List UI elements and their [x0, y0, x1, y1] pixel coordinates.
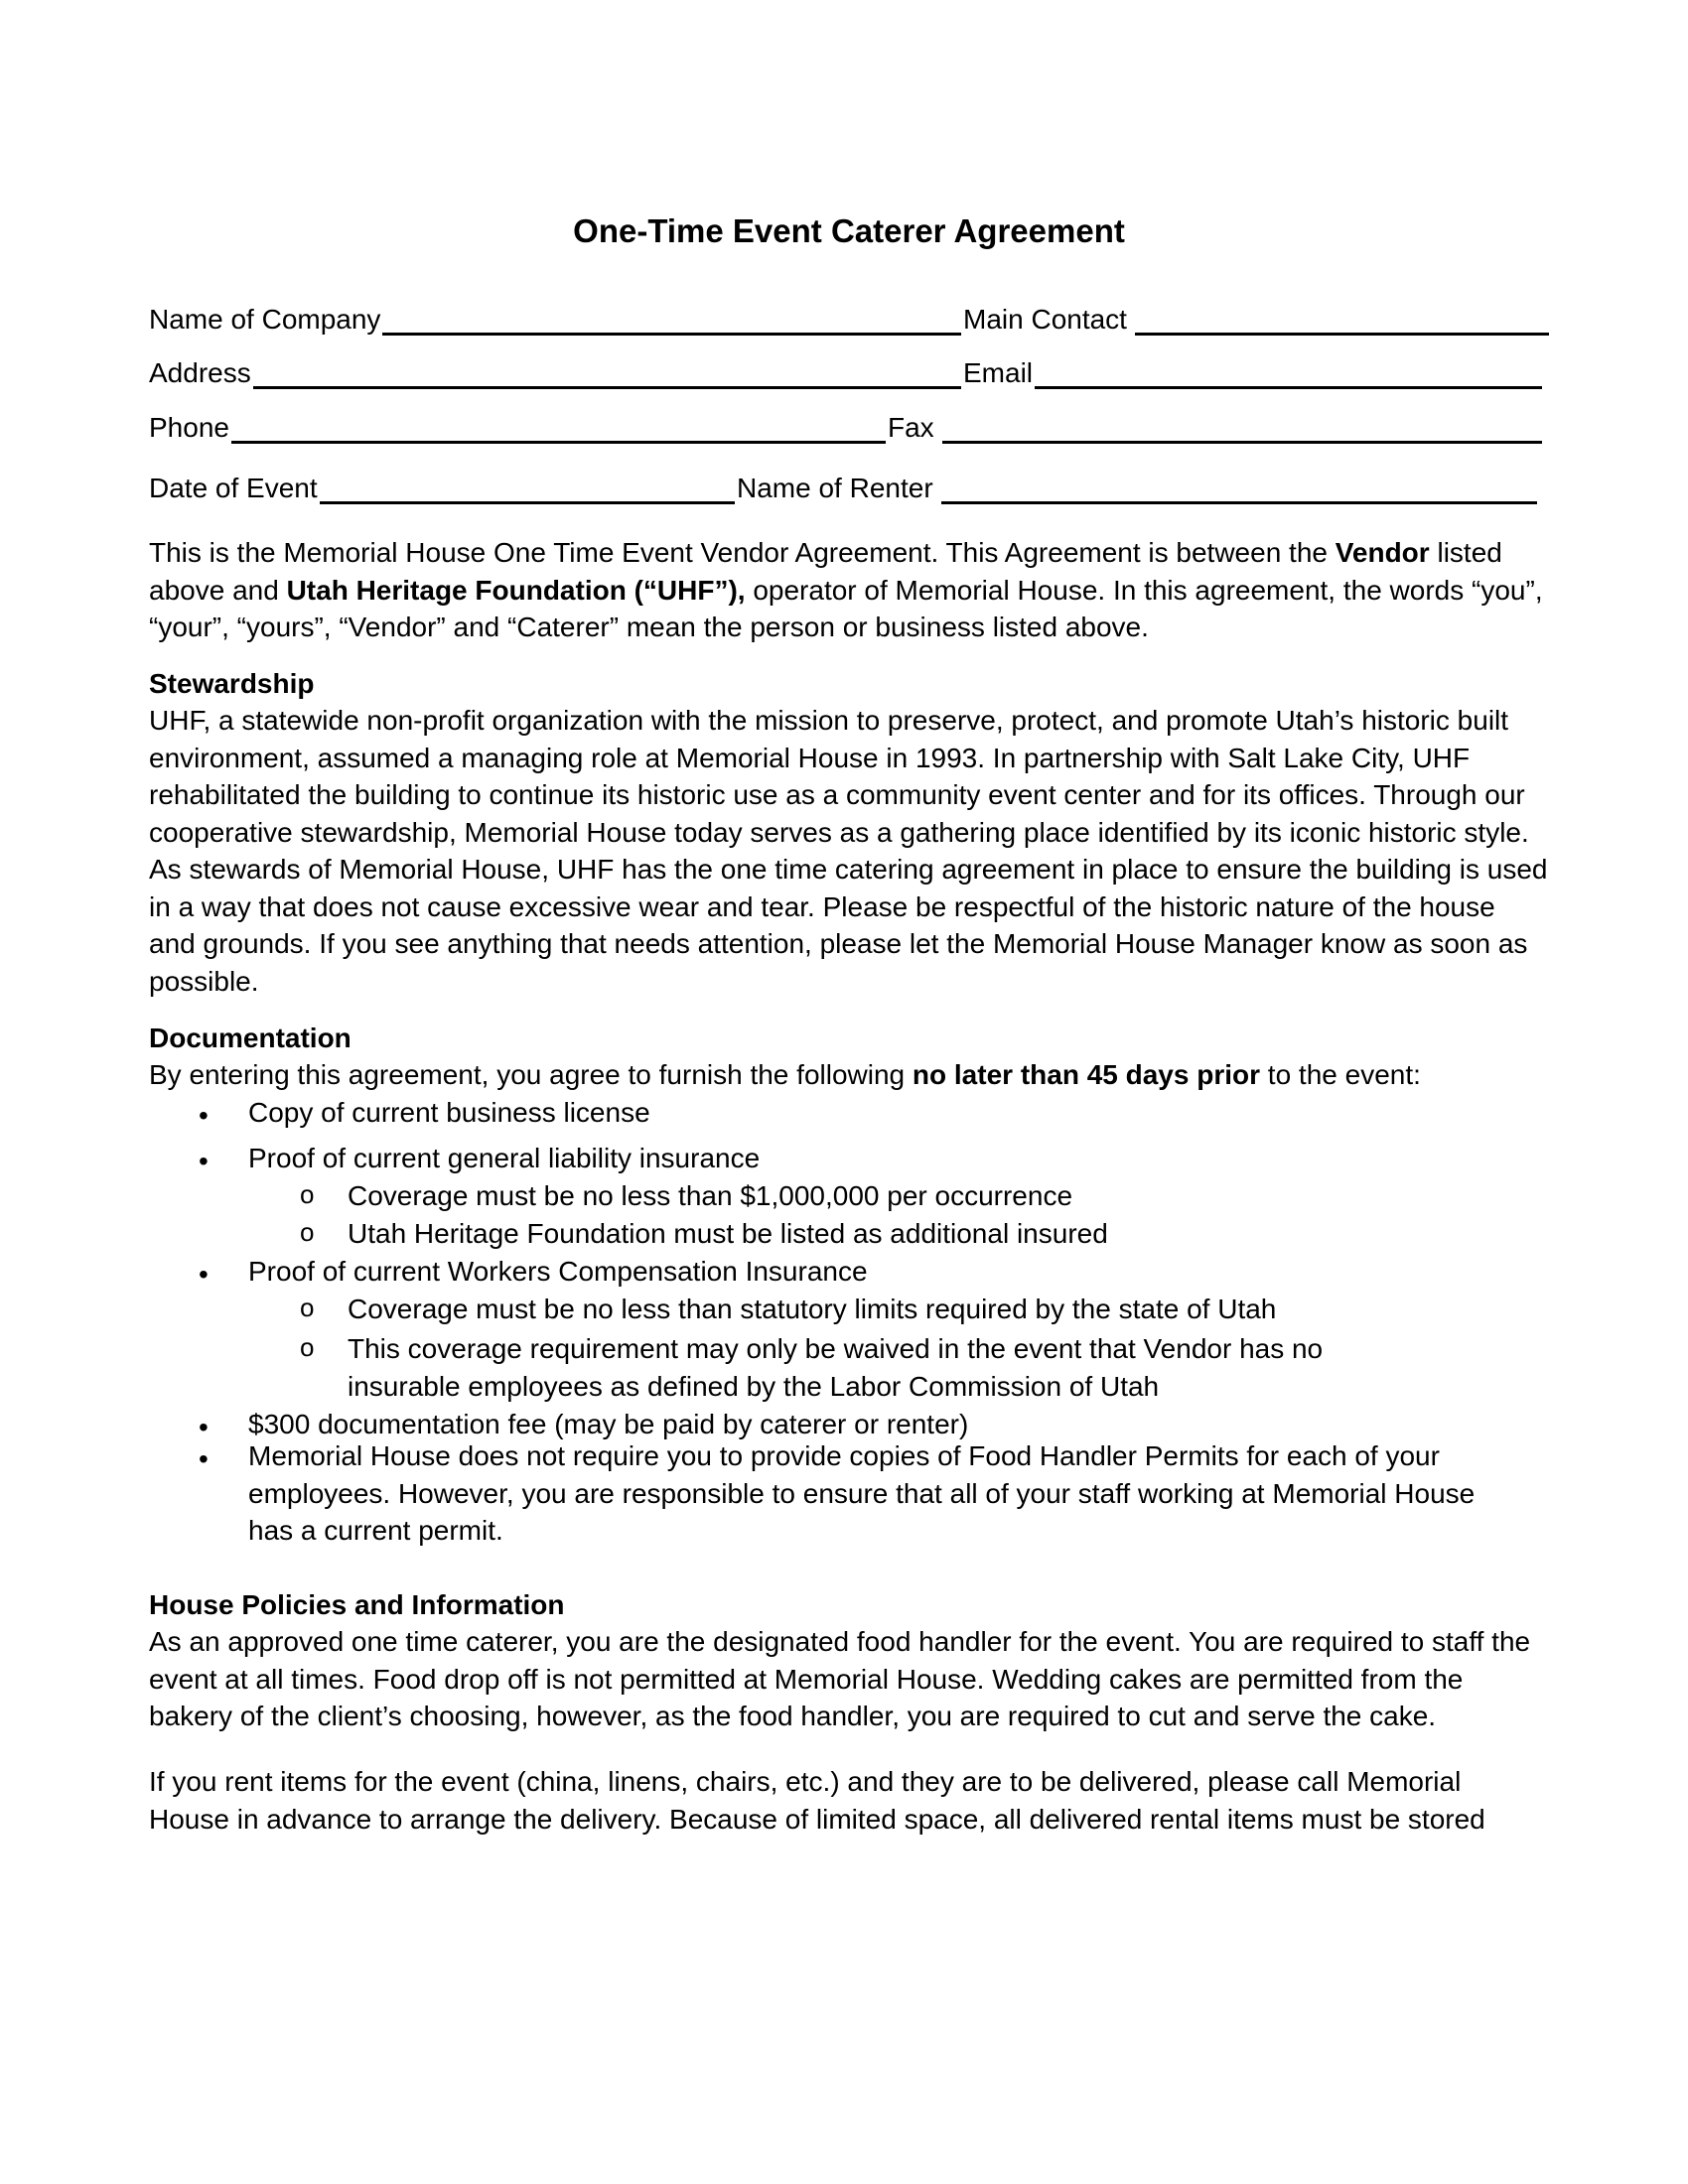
- bullet-icon: •: [199, 1259, 209, 1290]
- doc-item-food-handler: Memorial House does not require you to provide copies of Food Handler Permits for each of your employees. However, you are responsible to ensure that all of your staff working at Memorial House has a current permit.: [248, 1440, 1476, 1546]
- circle-bullet-icon: o: [300, 1332, 315, 1362]
- bullet-icon: •: [199, 1146, 209, 1176]
- address-field[interactable]: [149, 351, 961, 389]
- doc-item-liability: Proof of current general liability insurance: [248, 1143, 761, 1173]
- renter-line[interactable]: [941, 472, 1537, 504]
- policies-paragraph-1: As an approved one time caterer, you are the designated food handler for the event. You are required to staff the event at all times. Food drop off is not permitted at Memorial House. Wedding cakes are permitted from the bakery of the client’s choosing, however, as the food handler, you are required to cut and serve the cake.: [149, 1626, 1531, 1731]
- intro-paragraph: [149, 534, 1549, 646]
- documentation-lead: [149, 1056, 1549, 1094]
- doc-subitem-coverage: Coverage must be no less than $1,000,000 per occurrence: [348, 1180, 1073, 1211]
- intro-text-1: This is the Memorial House One Time Event Vendor Agreement. This Agreement is between the: [149, 537, 1336, 568]
- documentation-deadline: no later than 45 days prior: [912, 1059, 1261, 1090]
- bullet-icon: •: [199, 1100, 209, 1131]
- email-line[interactable]: [1035, 356, 1542, 389]
- circle-bullet-icon: o: [300, 1217, 315, 1247]
- phone-field[interactable]: [149, 406, 886, 444]
- documentation-lead-2: to the event:: [1260, 1059, 1421, 1090]
- email-field[interactable]: [963, 351, 1542, 389]
- fax-line[interactable]: [942, 411, 1542, 444]
- doc-item-license: Copy of current business license: [248, 1097, 650, 1128]
- policies-paragraph-2: If you rent items for the event (china, linens, chairs, etc.) and they are to be delivered, please call Memorial House in advance to arrange the delivery. Because of limited space, all delivered rental items must be stored: [149, 1766, 1485, 1835]
- documentation-lead-1: By entering this agreement, you agree to furnish the following: [149, 1059, 913, 1090]
- doc-subitem-additional-insured: Utah Heritage Foundation must be listed as additional insured: [348, 1218, 1108, 1249]
- document-title: One-Time Event Caterer Agreement: [573, 212, 1125, 249]
- fax-label: Fax: [888, 412, 934, 443]
- company-field[interactable]: [149, 298, 961, 336]
- date-line[interactable]: [320, 472, 735, 504]
- intro-vendor: Vendor: [1335, 537, 1430, 568]
- phone-line[interactable]: [231, 411, 886, 444]
- field-row-phone: [149, 406, 1549, 446]
- doc-subitem-waiver: This coverage requirement may only be waived in the event that Vendor has no insurable employees as defined by the Labor Commission of Utah: [348, 1333, 1324, 1402]
- stewardship-heading: Stewardship: [149, 668, 315, 699]
- address-line[interactable]: [253, 356, 961, 389]
- stewardship-body: UHF, a statewide non-profit organization with the mission to preserve, protect, and promote Utah’s historic built environment, assumed a managing role at Memorial House in 1993. In partnership with Salt Lake City, UHF rehabilitated the building to continue its historic use as a community event center and for its offices. Through our cooperative stewardship, Memorial House today serves as a gathering place identified by its iconic historic style. As stewards of Memorial House, UHF has the one time catering agreement in place to ensure the building is used in a way that does not cause excessive wear and tear. Please be respectful of the historic nature of the house and grounds. If you see anything that needs attention, please let the Memorial House Manager know as soon as possible.: [149, 705, 1548, 997]
- intro-uhf: Utah Heritage Foundation (“UHF”),: [286, 574, 746, 606]
- contact-label: Main Contact: [963, 304, 1127, 335]
- company-label: Name of Company: [149, 304, 381, 335]
- contact-field[interactable]: [963, 298, 1549, 336]
- circle-bullet-icon: o: [300, 1293, 315, 1322]
- address-label: Address: [149, 357, 251, 388]
- contact-line[interactable]: [1135, 303, 1549, 336]
- doc-subitem-statutory: Coverage must be no less than statutory limits required by the state of Utah: [348, 1294, 1277, 1324]
- intro-text-3: operator of Memorial House. In this agreement, the words “you”, “your”, “yours”, “Vendor” and “Caterer” mean the person or business listed above.: [149, 574, 1543, 642]
- intro-text-2: listed above and: [149, 537, 1502, 606]
- field-row-date: [149, 467, 1549, 506]
- policies-heading: House Policies and Information: [149, 1589, 565, 1620]
- circle-bullet-icon: o: [300, 1179, 315, 1209]
- date-field[interactable]: [149, 467, 735, 504]
- renter-label: Name of Renter: [737, 473, 933, 503]
- doc-item-workers-comp: Proof of current Workers Compensation Insurance: [248, 1256, 868, 1287]
- fax-field[interactable]: [888, 406, 1542, 444]
- renter-field[interactable]: [737, 467, 1537, 504]
- field-row-address: [149, 351, 1549, 391]
- field-row-company: [149, 298, 1549, 338]
- date-label: Date of Event: [149, 473, 318, 503]
- phone-label: Phone: [149, 412, 229, 443]
- company-line[interactable]: [382, 303, 961, 336]
- documentation-heading: Documentation: [149, 1023, 352, 1053]
- email-label: Email: [963, 357, 1034, 388]
- bullet-icon: •: [199, 1412, 209, 1442]
- doc-item-fee: $300 documentation fee (may be paid by caterer or renter): [248, 1409, 969, 1439]
- bullet-icon: •: [199, 1443, 209, 1474]
